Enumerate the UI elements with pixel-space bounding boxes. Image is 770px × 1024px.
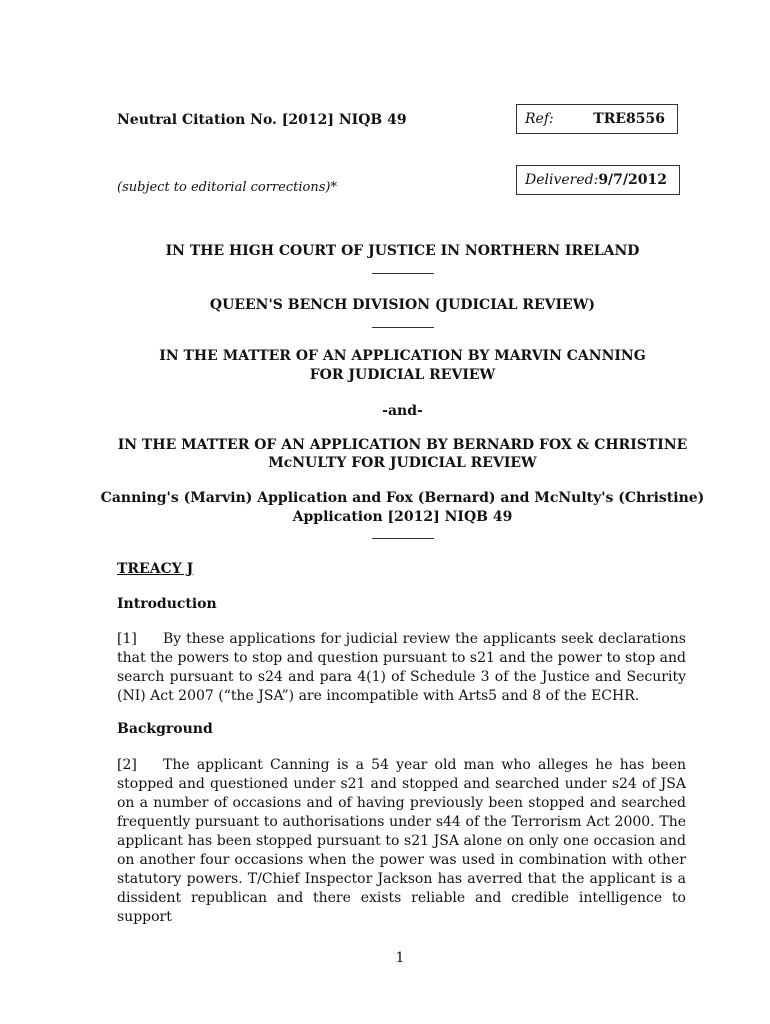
reference-box xyxy=(516,104,678,134)
paragraph-number: [1] xyxy=(117,631,137,647)
and-separator: -and- xyxy=(382,403,423,419)
neutral-citation: Neutral Citation No. [2012] NIQB 49 xyxy=(117,112,407,128)
matter-fox-line1: IN THE MATTER OF AN APPLICATION BY BERNARD FOX & CHRISTINE xyxy=(117,437,688,453)
judge-name: TREACY J xyxy=(117,561,194,577)
paragraph-text: By these applications for judicial review the applicants seek declarations that the powers to stop and question pursuant to s21 and the power to stop and search pursuant to s24 and para 4(1) of Schedule 3 of the Justice and Security (NI) Act 2007 (“the JSA”) are incompatible with Arts5 and 8 of the ECHR. xyxy=(117,631,686,704)
paragraph-2 xyxy=(117,756,686,927)
ref-label: Ref: xyxy=(525,111,554,127)
divider xyxy=(372,538,434,539)
introduction-heading: Introduction xyxy=(117,596,217,612)
court-heading: IN THE HIGH COURT OF JUSTICE IN NORTHERN IRELAND xyxy=(165,243,640,259)
case-name-line1: Canning's (Marvin) Application and Fox (Bernard) and McNulty's (Christine) xyxy=(100,490,705,506)
delivered-box xyxy=(516,165,680,195)
matter-canning-line2: FOR JUDICIAL REVIEW xyxy=(309,367,496,383)
ref-value: TRE8556 xyxy=(593,111,665,127)
division-heading: QUEEN'S BENCH DIVISION (JUDICIAL REVIEW) xyxy=(209,297,596,313)
divider xyxy=(372,327,434,328)
matter-fox-line2: McNULTY FOR JUDICIAL REVIEW xyxy=(268,455,537,471)
background-heading: Background xyxy=(117,721,213,737)
page-number: 1 xyxy=(395,950,405,966)
case-name-line2: Application [2012] NIQB 49 xyxy=(292,509,513,525)
delivered-value: 9/7/2012 xyxy=(598,172,667,188)
editorial-note: (subject to editorial corrections)* xyxy=(117,180,337,195)
paragraph-text: The applicant Canning is a 54 year old man who alleges he has been stopped and questioned under s21 and stopped and searched under s24 of JSA on a number of occasions and of having previously been stopped and searched frequently pursuant to authorisations under s44 of the Terrorism Act 2000. The applicant has been stopped pursuant to s21 JSA alone on only one occasion and on another four occasions when the power was used in combination with other statutory powers. T/Chief Inspector Jackson has averred that the applicant is a dissident republican and there exists reliable and credible intelligence to support xyxy=(117,757,686,925)
divider xyxy=(372,273,434,274)
paragraph-number: [2] xyxy=(117,757,137,773)
paragraph-1 xyxy=(117,630,686,706)
matter-canning-line1: IN THE MATTER OF AN APPLICATION BY MARVIN CANNING xyxy=(159,348,646,364)
delivered-label: Delivered: xyxy=(525,172,599,188)
